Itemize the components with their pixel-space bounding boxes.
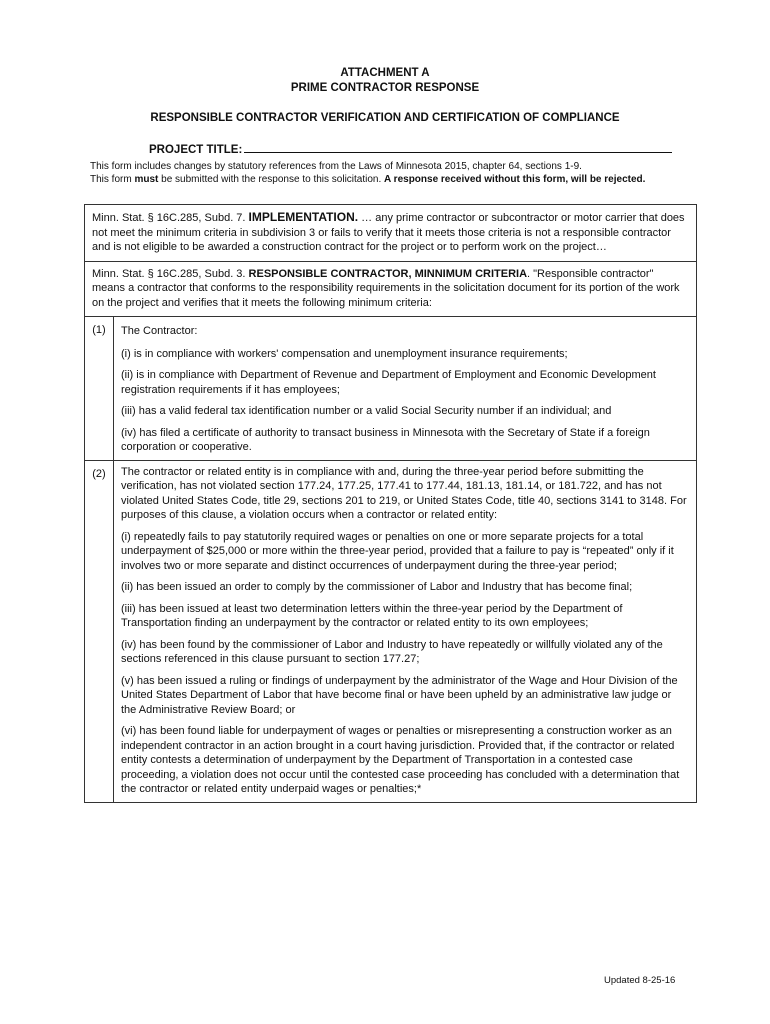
item-2-v: (v) has been issued a ruling or findings of underpayment by the administrator of the Wage and Hour Division of the United States Department of Labor that have become final or have been upheld by an administrative law judge or the Administrative Review Board; or: [121, 674, 678, 716]
project-title-row: [149, 142, 672, 156]
item-2-vi: (vi) has been found liable for underpayment of wages or penalties or misrepresenting a construction worker as an independent contractor in an action brought in a court having jurisdiction. Provided that, if the contractor or related entity contests a determination of underpayment by the Department of Transportation in a contested case proceeding, a violation does not occur until the contested case proceeding has concluded with a determination that the contractor or related entity underpaid wages or penalties;*: [121, 725, 680, 795]
implementation-heading: IMPLEMENTATION.: [248, 210, 359, 224]
item-2-i: (i) repeatedly fails to pay statutorily required wages or penalties on one or more separate projects for a total underpayment of $25,000 or more within the three-year period, provided that a failure to pay is “repeated” only if it involves two or more separate and distinct occurrences of underpayment during the three-year period;: [121, 530, 674, 572]
criteria-text: . "Responsible contractor" means a contractor that conforms to the responsibility requirements in the solicitation document for its portion of the work on the project and verifies that it meets the following minimum criteria:: [92, 267, 680, 309]
response-title: PRIME CONTRACTOR RESPONSE: [290, 82, 480, 94]
item-1-iii: (iii) has a valid federal tax identification number or a valid Social Security number if an individual; and: [121, 405, 612, 417]
implementation-ref: Minn. Stat. § 16C.285, Subd. 7.: [92, 212, 249, 224]
note-line-2: [90, 173, 690, 186]
note-text: This form: [90, 174, 135, 185]
item-2-heading: The contractor or related entity is in compliance with and, during the three-year period before submitting the verification, has not violated section 177.24, 177.25, 177.41 to 177.44, 181.13, 181.14, or 181.722, and has not violated United States Code, title 29, sections 201 to 219, or United States Code, title 40, sections 3141 to 3148. For purposes of this clause, a violation occurs when a contractor or related entity:: [121, 465, 687, 521]
note-warning: A response received without this form, will be rejected.: [384, 174, 646, 185]
criteria-cell: [85, 261, 697, 317]
project-title-label: PROJECT TITLE:: [149, 144, 243, 156]
item-1-ii: (ii) is in compliance with Department of Revenue and Department of Employment and Economic Development registration requirements if it has employees;: [121, 369, 656, 396]
item-1-content: [114, 317, 697, 461]
criteria-heading: RESPONSIBLE CONTRACTOR, MINNIMUM CRITERIA: [248, 267, 528, 280]
implementation-cell: [85, 205, 697, 262]
criteria-ref: Minn. Stat. § 16C.285, Subd. 3.: [92, 267, 249, 280]
form-subtitle: RESPONSIBLE CONTRACTOR VERIFICATION AND CERTIFICATION OF COMPLIANCE: [150, 112, 620, 124]
criteria-row: [85, 261, 697, 317]
item-2-iv: (iv) has been found by the commissioner of Labor and Industry to have repeatedly or willfully violated any of the sections referenced in this clause pursuant to section 177.27;: [121, 638, 663, 665]
form-note: [90, 160, 690, 186]
item-1-row: [85, 317, 697, 461]
note-text-mid: be submitted with the response to this solicitation.: [158, 174, 385, 185]
item-2-ii: (ii) has been issued an order to comply by the commissioner of Labor and Industry that has become final;: [121, 581, 633, 593]
item-1-heading: The Contractor:: [121, 325, 198, 337]
note-line-1: This form includes changes by statutory references from the Laws of Minnesota 2015, chapter 64, sections 1-9.: [90, 161, 582, 172]
attachment-title: ATTACHMENT A: [340, 67, 430, 79]
item-2-iii: (iii) has been issued at least two determination letters within the three-year period by the Department of Transportation finding an underpayment by the contractor or related entity to its own employees;: [121, 602, 623, 629]
item-1-i: (i) is in compliance with workers' compensation and unemployment insurance requirements;: [121, 347, 568, 360]
criteria-table: [84, 204, 697, 803]
item-2-row: [85, 460, 697, 802]
item-2-number: (2): [85, 460, 114, 802]
document-header: [0, 66, 770, 96]
item-1-iv: (iv) has filed a certificate of authority to transact business in Minnesota with the Secretary of State if a foreign corporation or cooperative.: [121, 426, 650, 453]
updated-date: Updated 8-25-16: [604, 975, 676, 986]
project-title-field[interactable]: [244, 142, 672, 153]
implementation-text: … any prime contractor or subcontractor or motor carrier that does not meet the minimum criteria in subdivision 3 or fails to verify that it meets those criteria is not a responsible contractor and is not eligible to be awarded a construction contract for the project or to perform work on the project…: [92, 212, 685, 253]
note-must: must: [134, 174, 159, 185]
item-2-content: [114, 460, 697, 802]
item-1-number: (1): [85, 317, 114, 461]
implementation-row: [85, 205, 697, 262]
